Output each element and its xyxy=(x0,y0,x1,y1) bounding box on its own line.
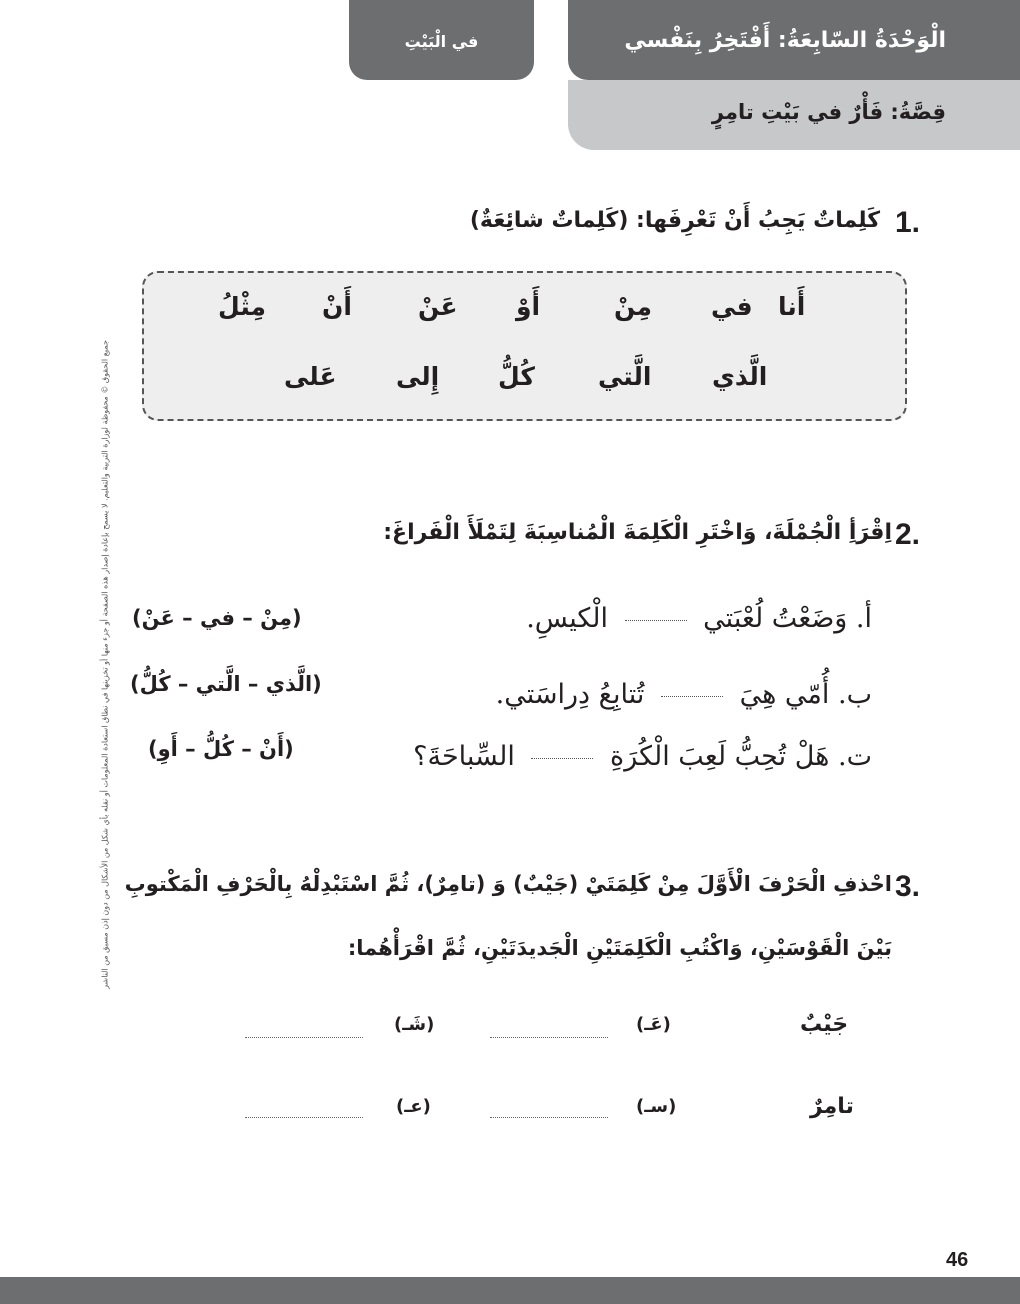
source-word: تامِرٌ xyxy=(810,1094,854,1119)
common-word: الَّتي xyxy=(598,362,652,391)
sentence-c xyxy=(413,741,872,772)
common-word: إِلى xyxy=(396,362,440,391)
source-word: جَيْبٌ xyxy=(800,1012,849,1037)
common-word: أَنْ xyxy=(322,292,352,321)
common-word: الَّذي xyxy=(712,362,768,391)
question-1-instruction: كَلِماتٌ يَجِبُ أَنْ تَعْرِفَها: (كَلِماتٌ شائِعَةٌ) xyxy=(469,208,880,233)
replacement-letter: (سـ) xyxy=(636,1096,677,1117)
sentence-a xyxy=(526,603,872,634)
home-tab: في الْبَيْتِ xyxy=(349,0,534,80)
sentence-after: السِّباحَةَ؟ xyxy=(413,741,515,772)
copyright-note: جميع الحقوق © محفوظة لوزارة التربية والتعليم. لا يسمح بإعادة إصدار هذه الصفحة أو جزء منها أو تخزينها في نطاق استعادة المعلومات أو نقله بأي شكل من الأشكال من دون إذن مسبق من الناشر xyxy=(100,340,110,989)
footer-bar xyxy=(0,1277,1020,1304)
answer-line[interactable] xyxy=(490,1036,608,1038)
common-word: أَنا xyxy=(778,292,806,321)
common-word: عَنْ xyxy=(418,292,458,321)
question-3-instruction-line1: احْذفِ الْحَرْفَ الْأَوَّلَ مِنْ كَلِمَتَيْ (جَيْبٌ) وَ (تامِرٌ)، ثُمَّ اسْتَبْدِلْهُ بِالْحَرْفِ الْمَكْتوبِ xyxy=(124,872,892,896)
replacement-letter: (عَـ) xyxy=(636,1014,671,1035)
story-title: قِصَّةُ: فَأْرٌ في بَيْتِ تامِرٍ xyxy=(711,100,946,124)
blank-line[interactable] xyxy=(531,757,593,759)
sentence-letter: ت. xyxy=(837,741,872,772)
question-3-instruction-line2: بَيْنَ الْقَوْسَيْنِ، وَاكْتُبِ الْكَلِمَتَيْنِ الْجَديدَتَيْنِ، ثُمَّ اقْرَأْهُما: xyxy=(347,936,892,960)
blank-line[interactable] xyxy=(625,619,687,621)
common-word: في xyxy=(711,292,753,321)
choices-a: (مِنْ – في – عَنْ) xyxy=(132,606,302,630)
sentence-b xyxy=(496,679,872,710)
sentence-before: هَلْ تُحِبُّ لَعِبَ الْكُرَةِ xyxy=(610,741,830,772)
question-1-number: 1. xyxy=(895,206,921,239)
sentence-before: وَضَعْتُ لُعْبَتي xyxy=(703,603,848,634)
answer-line[interactable] xyxy=(245,1036,363,1038)
sentence-letter: ب. xyxy=(837,679,872,710)
question-3-number: 3. xyxy=(895,870,921,903)
common-word: عَلى xyxy=(284,362,337,391)
sentence-before: أُمّي هِيَ xyxy=(739,679,830,710)
answer-line[interactable] xyxy=(490,1116,608,1118)
replacement-letter: (شَـ) xyxy=(394,1014,435,1035)
answer-line[interactable] xyxy=(245,1116,363,1118)
choices-b: (الَّذي – الَّتي – كُلُّ) xyxy=(130,672,322,696)
common-word: كُلُّ xyxy=(498,362,535,391)
sentence-after: تُتابِعُ دِراسَتي. xyxy=(495,679,645,710)
common-word: مِنْ xyxy=(614,292,652,321)
unit-title: الْوَحْدَةُ السّابِعَةُ: أَفْتَخِرُ بِنَفْسي xyxy=(624,28,946,53)
page-number: 46 xyxy=(946,1249,969,1271)
common-word: أَوْ xyxy=(516,292,541,321)
choices-c: (أَنْ – كُلُّ – أَوِ) xyxy=(148,737,294,761)
common-word: مِثْلُ xyxy=(218,292,266,321)
question-2-number: 2. xyxy=(895,518,921,551)
sentence-after: الْكيسِ. xyxy=(526,603,608,634)
sentence-letter: أ. xyxy=(855,603,872,634)
replacement-letter: (عـ) xyxy=(396,1096,431,1117)
blank-line[interactable] xyxy=(661,695,723,697)
question-2-instruction: اِقْرَأِ الْجُمْلَةَ، وَاخْتَرِ الْكَلِمَةَ الْمُناسِبَةَ لِتَمْلَأَ الْفَراغَ: xyxy=(383,520,892,545)
